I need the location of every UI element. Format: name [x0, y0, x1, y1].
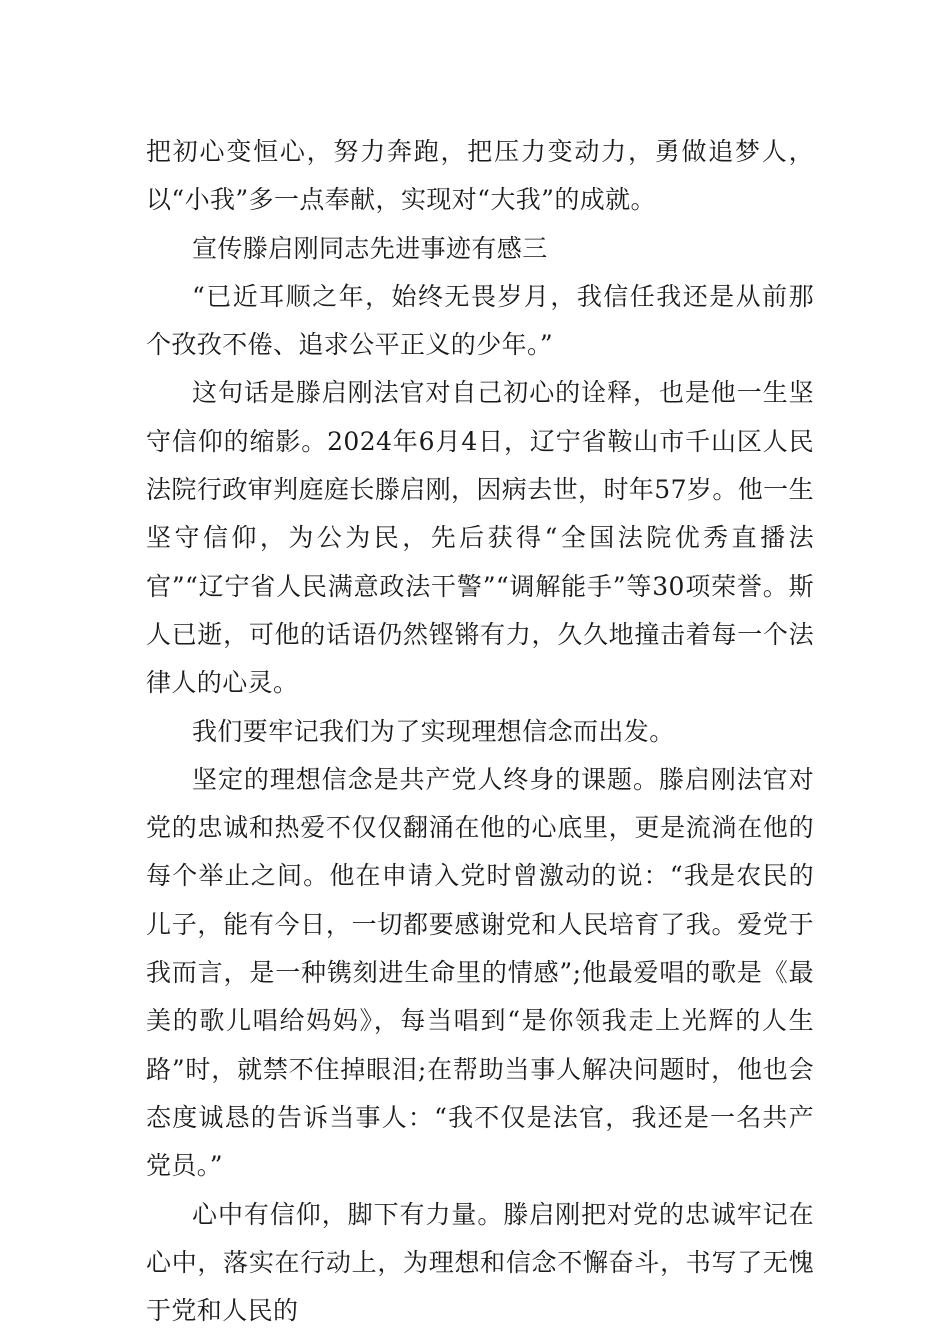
- body-paragraph: 我们要牢记我们为了实现理想信念而出发。: [192, 716, 675, 746]
- paragraph-continuation: 把初心变恒心，努力奔跑，把压力变动力，勇做追梦人，以“小我”多一点奉献，实现对“大我”的成就。: [146, 137, 814, 215]
- body-paragraph: 心中有信仰，脚下有力量。滕启刚把对党的忠诚牢记在心中，落实在行动上，为理想和信念不懈奋斗，书写了无愧于党和人民的: [146, 1199, 814, 1326]
- body-paragraph: 坚定的理想信念是共产党人终身的课题。滕启刚法官对党的忠诚和热爱不仅仅翻涌在他的心底里，更是流淌在他的每个举止之间。他在申请入党时曾激动的说：“我是农民的儿子，能有今日，一切都要感谢党和人民培育了我。爱党于我而言，是一种镌刻进生命里的情感”;他最爱唱的歌是《最美的歌儿唱给妈妈》，每当唱到“是你领我走上光辉的人生路”时，就禁不住掉眼泪;在帮助当事人解决问题时，他也会态度诚恳的告诉当事人：“我不仅是法官，我还是一名共产党员。”: [146, 764, 814, 1181]
- section-title: 宣传滕启刚同志先进事迹有感三: [192, 233, 548, 263]
- body-paragraph: 这句话是滕启刚法官对自己初心的诠释，也是他一生坚守信仰的缩影。2024年6月4日，辽宁省鞍山市千山区人民法院行政审判庭庭长滕启刚，因病去世，时年57岁。他一生坚守信仰，为公为民，先后获得“全国法院优秀直播法官”“辽宁省人民满意政法干警”“调解能手”等30项荣誉。斯人已逝，可他的话语仍然铿锵有力，久久地撞击着每一个法律人的心灵。: [146, 378, 814, 698]
- document-body: [146, 128, 814, 1335]
- quote-paragraph: “已近耳顺之年，始终无畏岁月，我信任我还是从前那个孜孜不倦、追求公平正义的少年。”: [146, 281, 814, 360]
